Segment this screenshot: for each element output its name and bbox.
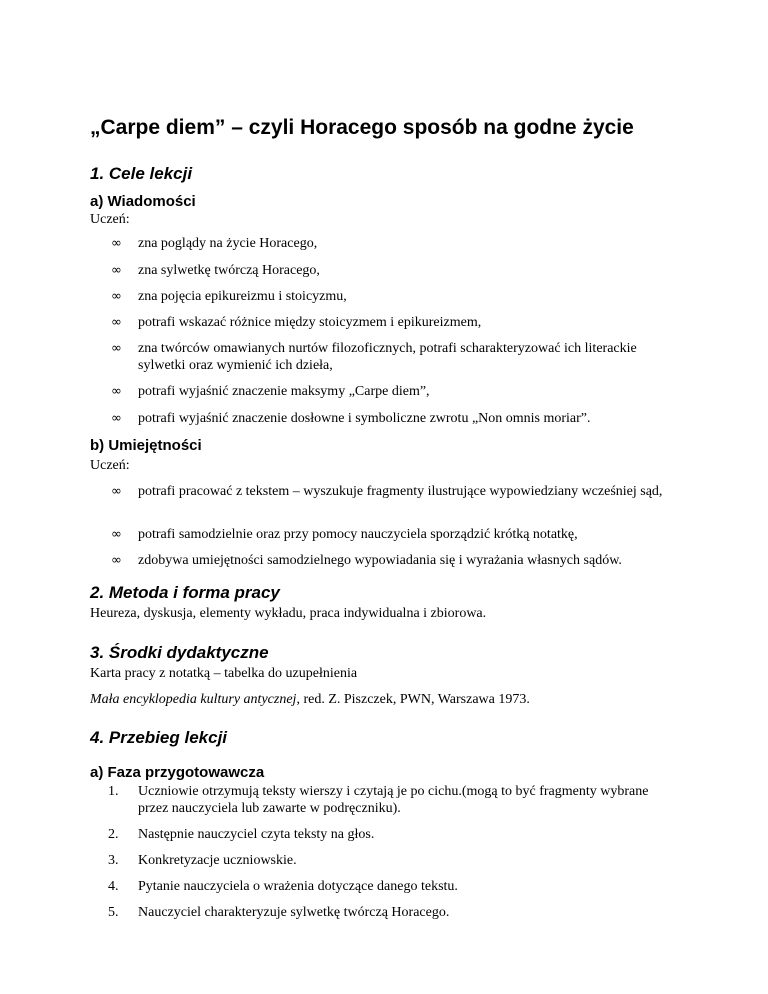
student-label: Uczeń: [90,458,130,473]
resource-worksheet: Karta pracy z notatką – tabelka do uzupełnienia [90,666,358,681]
infinity-bullet-icon: ∞ [111,553,122,568]
infinity-bullet-icon: ∞ [111,527,122,542]
book-details: , red. Z. Piszczek, PWN, Warszawa 1973. [296,692,530,707]
section-heading-method: 2. Metoda i forma pracy [90,583,280,602]
section-heading-lesson-flow: 4. Przebieg lekcji [90,728,228,747]
document-title: „Carpe diem” – czyli Horacego sposób na godne życie [90,116,634,139]
section-heading-goals: 1. Cele lekcji [90,164,193,183]
document-page: „Carpe diem” – czyli Horacego sposób na godne życie 1. Cele lekcji a) Wiadomości Uczeń: ∞ zna poglądy na życie Horacego, ∞ zna sylwetkę twórczą Horacego, ∞ zna pojęcia epikureizmu i stoicyzmu, ∞ potrafi wskazać różnice między stoicyzmem i epikureizmem, ∞ zna twórców omawianych nurtów filozoficznych, potrafi scharakteryzować ich literackie sylwetki oraz wymienić ich dzieła, ∞ potrafi wyjaśnić znaczenie maksymy „Carpe diem”, ∞ potrafi wyjaśnić znaczenie dosłowne i symboliczne zwrotu „Non omnis moriar”. b) Umiejętności Uczeń: ∞ potrafi pracować z tekstem – wyszukuje fragmenty ilustrujące wypowiedziany wcześniej sąd, ∞ potrafi samodzielnie oraz przy pomocy nauczyciela sporządzić krótką notatkę, ∞ zdobywa umiejętności samodzielnego wypowiadania się i wyrażania własnych sądów. 2. Metoda i forma pracy Heureza, dyskusja, elementy wykładu, praca indywidualna i zbiorowa. 3. Środki dydaktyczne Karta pracy z notatką – tabelka do uzupełnienia Mała encyklopedia kultury antycznej, red. Z. Piszczek, PWN, Warszawa 1973. 4. Przebieg lekcji a) Faza przygotowawcza 1. Uczniowie otrzymują teksty wierszy i czytają je po cichu.(mogą to być fragmenty wybrane przez nauczyciela lub zawarte w podręczniku). 2. Następnie nauczyciel czyta teksty na głos. 3. Konkretyzacje uczniowskie. 4. Pytanie nauczyciela o wrażenia dotyczące danego tekstu. 5. Nauczyciel charakteryzuje sylwetkę twórczą Horacego. [90,116,663,920]
subheading-preparation: a) Faza przygotowawcza [90,764,265,781]
section-heading-resources: 3. Środki dydaktyczne [90,643,269,662]
infinity-bullet-icon: ∞ [111,384,122,399]
infinity-bullet-icon: ∞ [111,484,122,499]
infinity-bullet-icon: ∞ [111,341,122,356]
infinity-bullet-icon: ∞ [111,236,122,251]
infinity-bullet-icon: ∞ [111,411,122,426]
infinity-bullet-icon: ∞ [111,263,122,278]
resource-encyclopedia [90,692,530,708]
subheading-skills: b) Umiejętności [90,437,202,454]
method-text: Heureza, dyskusja, elementy wykładu, praca indywidualna i zbiorowa. [90,606,487,621]
student-label: Uczeń: [90,212,130,227]
infinity-bullet-icon: ∞ [111,315,122,330]
book-title: Mała encyklopedia kultury antycznej [90,692,297,707]
subheading-knowledge: a) Wiadomości [90,193,196,210]
infinity-bullet-icon: ∞ [111,289,122,304]
